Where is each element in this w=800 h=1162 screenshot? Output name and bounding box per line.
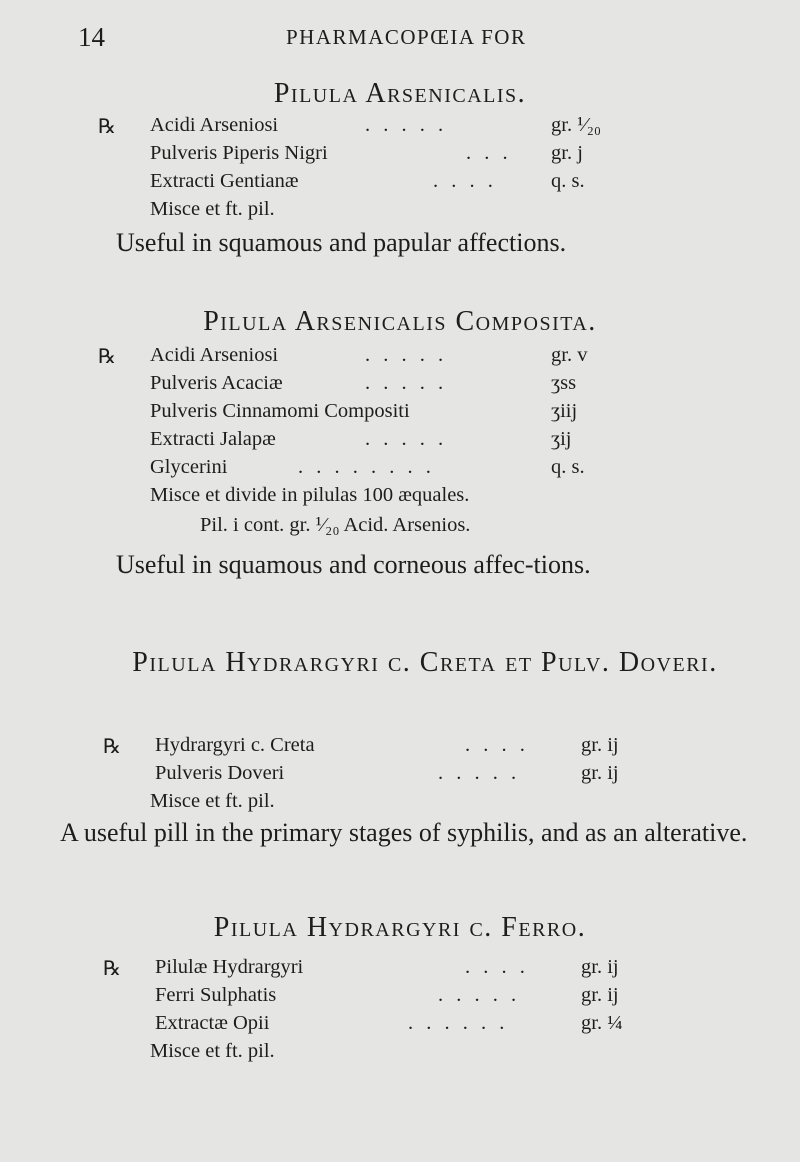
section-title: Pilula Arsenicalis Composita. [203, 306, 597, 337]
ingredient-dose: gr. ij [581, 734, 619, 756]
ingredient-dose: gr. ¼ [581, 1012, 623, 1034]
ingredient-line [103, 984, 663, 1012]
directions: Misce et ft. pil. [150, 1040, 275, 1062]
ingredient-line [98, 142, 658, 170]
section-title: Pilula Hydrargyri c. Creta et Pulv. Doveri. [132, 647, 718, 678]
ingredient-name: Ferri Sulphatis [155, 984, 277, 1006]
ingredient-name: Pulveris Acaciæ [150, 372, 283, 394]
leader-dots: . . . . . [438, 762, 521, 784]
page-header [0, 22, 800, 52]
ingredient-dose: ʒss [551, 372, 577, 394]
leader-dots: . . . . [433, 170, 497, 192]
ingredient-line [98, 456, 658, 484]
ingredient-line [98, 372, 658, 400]
ingredient-dose: gr. ¹⁄₂₀ [551, 114, 602, 136]
ingredient-line [103, 734, 663, 762]
ingredient-dose: q. s. [551, 456, 585, 478]
ingredient-line [98, 428, 658, 456]
directions: Misce et ft. pil. [150, 198, 275, 220]
running-title: PHARMACOPŒIA FOR [286, 25, 527, 49]
usage-note: A useful pill in the primary stages of syphilis, and as an alterative. [60, 818, 748, 847]
section-title: Pilula Arsenicalis. [273, 78, 527, 109]
leader-dots: . . . . . . . . [298, 456, 435, 478]
ingredient-name: Glycerini [150, 456, 228, 478]
ingredient-name: Acidi Arseniosi [150, 344, 279, 366]
ingredient-name: Acidi Arseniosi [150, 114, 279, 136]
ingredient-dose: gr. ij [581, 762, 619, 784]
leader-dots: . . . . . [365, 428, 448, 450]
leader-dots: . . . . . [365, 372, 448, 394]
page-number: 14 [78, 22, 105, 52]
ingredient-name: Pulveris Doveri [155, 762, 285, 784]
ingredient-line [103, 762, 663, 790]
ingredient-line [98, 170, 658, 198]
ingredient-name: Extracti Jalapæ [150, 428, 276, 450]
ingredient-dose: gr. v [551, 344, 588, 366]
ingredient-name: Pulveris Cinnamomi Compositi [150, 400, 410, 422]
recipe-symbol: ℞ [103, 958, 121, 980]
usage-note: Useful in squamous and papular affections. [116, 228, 567, 257]
ingredient-line [98, 400, 658, 428]
recipe-symbol: ℞ [98, 346, 116, 368]
usage-note: Useful in squamous and corneous affec-tions. [116, 550, 591, 579]
ingredient-line [103, 1012, 663, 1040]
ingredient-dose: ʒiij [551, 400, 578, 422]
directions: Pil. i cont. gr. ¹⁄₂₀ Acid. Arsenios. [200, 514, 471, 536]
recipe-symbol: ℞ [98, 116, 116, 138]
ingredient-dose: ʒij [551, 428, 572, 450]
ingredient-dose: gr. ij [581, 956, 619, 978]
ingredient-name: Extractæ Opii [155, 1012, 270, 1034]
leader-dots: . . . . . [365, 344, 448, 366]
ingredient-name: Hydrargyri c. Creta [155, 734, 315, 756]
leader-dots: . . . . . [365, 114, 448, 136]
ingredient-dose: q. s. [551, 170, 585, 192]
leader-dots: . . . . . . [408, 1012, 509, 1034]
ingredient-line [98, 344, 658, 372]
section-title: Pilula Hydrargyri c. Ferro. [213, 912, 587, 943]
leader-dots: . . . . . [438, 984, 521, 1006]
leader-dots: . . . [466, 142, 512, 164]
recipe-symbol: ℞ [103, 736, 121, 758]
leader-dots: . . . . [465, 956, 529, 978]
ingredient-name: Extracti Gentianæ [150, 170, 299, 192]
ingredient-dose: gr. j [551, 142, 583, 164]
directions: Misce et divide in pilulas 100 æquales. [150, 484, 470, 506]
ingredient-name: Pulveris Piperis Nigri [150, 142, 328, 164]
ingredient-dose: gr. ij [581, 984, 619, 1006]
leader-dots: . . . . [465, 734, 529, 756]
ingredient-line [98, 114, 658, 142]
ingredient-name: Pilulæ Hydrargyri [155, 956, 304, 978]
directions: Misce et ft. pil. [150, 790, 275, 812]
ingredient-line [103, 956, 663, 984]
